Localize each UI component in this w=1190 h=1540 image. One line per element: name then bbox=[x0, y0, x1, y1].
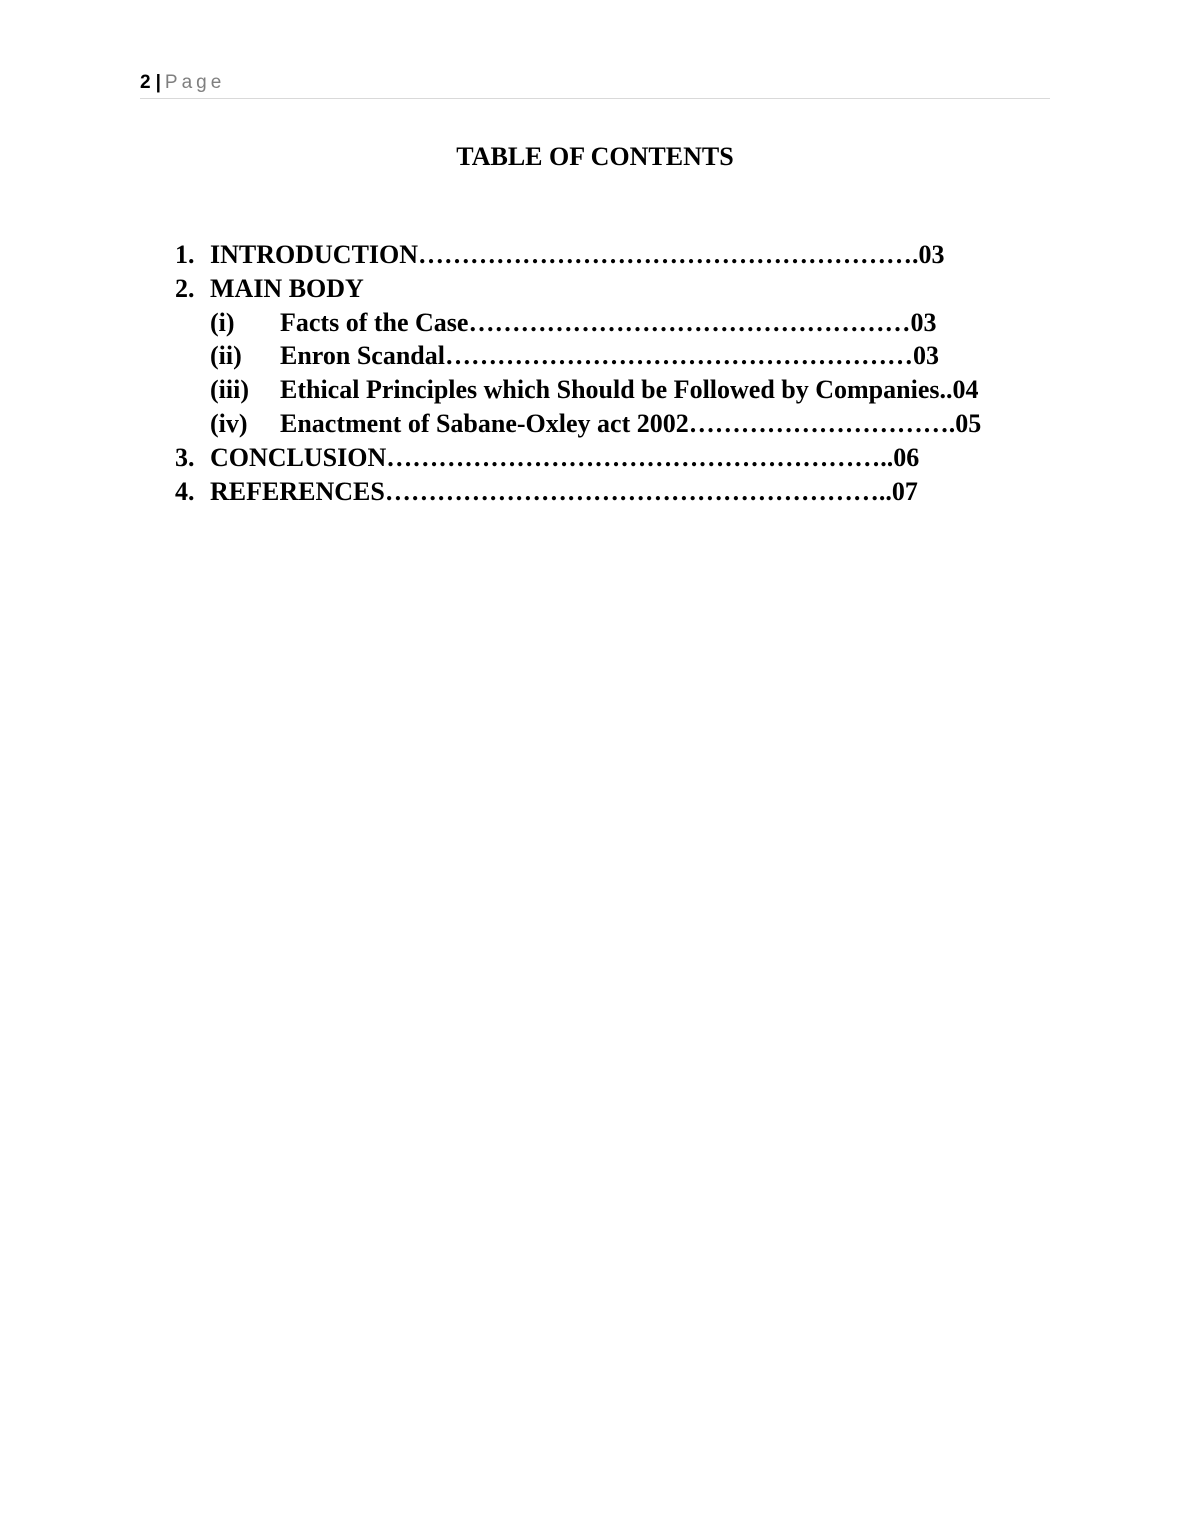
toc-subentry-sox bbox=[175, 407, 981, 441]
toc-subentry-enron bbox=[175, 339, 981, 373]
toc-entry-text: INTRODUCTION………………………………………………….03 bbox=[210, 240, 945, 269]
toc-subentry-number: (i) bbox=[210, 307, 235, 337]
toc-entry-introduction bbox=[175, 238, 981, 272]
toc-entry-text: MAIN BODY bbox=[210, 273, 364, 303]
toc-subentry-number: (iii) bbox=[210, 375, 249, 405]
toc-subentry-text: Enron Scandal………………………………………………03 bbox=[280, 341, 939, 371]
toc-entry-main-body bbox=[175, 272, 981, 306]
toc-subentry-number: (ii) bbox=[210, 341, 242, 371]
toc-subentry-facts bbox=[175, 306, 981, 340]
table-of-contents bbox=[175, 238, 981, 508]
toc-entry-text: CONCLUSION…………………………………………………..06 bbox=[210, 442, 920, 472]
toc-subentry-ethical bbox=[175, 373, 981, 407]
toc-entry-number: 4. bbox=[175, 476, 195, 506]
toc-entry-number: 3. bbox=[175, 442, 195, 472]
toc-entry-number: 1. bbox=[175, 240, 195, 269]
toc-subentry-number: (iv) bbox=[210, 408, 248, 438]
page-label: Page bbox=[164, 72, 226, 93]
toc-subentry-text: Ethical Principles which Should be Followed by Companies..04 bbox=[280, 375, 979, 405]
page-number: 2 bbox=[140, 72, 151, 93]
toc-entry-text: REFERENCES…………………………………………………..07 bbox=[210, 476, 918, 506]
toc-subentry-text: Enactment of Sabane-Oxley act 2002………………………….05 bbox=[280, 408, 982, 438]
page-header bbox=[140, 70, 1050, 99]
toc-subentry-text: Facts of the Case……………………………………………03 bbox=[280, 307, 937, 337]
toc-entry-number: 2. bbox=[175, 273, 195, 303]
page-separator: | bbox=[155, 72, 161, 93]
toc-title: TABLE OF CONTENTS bbox=[456, 142, 734, 171]
toc-entry-conclusion bbox=[175, 441, 981, 475]
toc-entry-references bbox=[175, 475, 981, 509]
